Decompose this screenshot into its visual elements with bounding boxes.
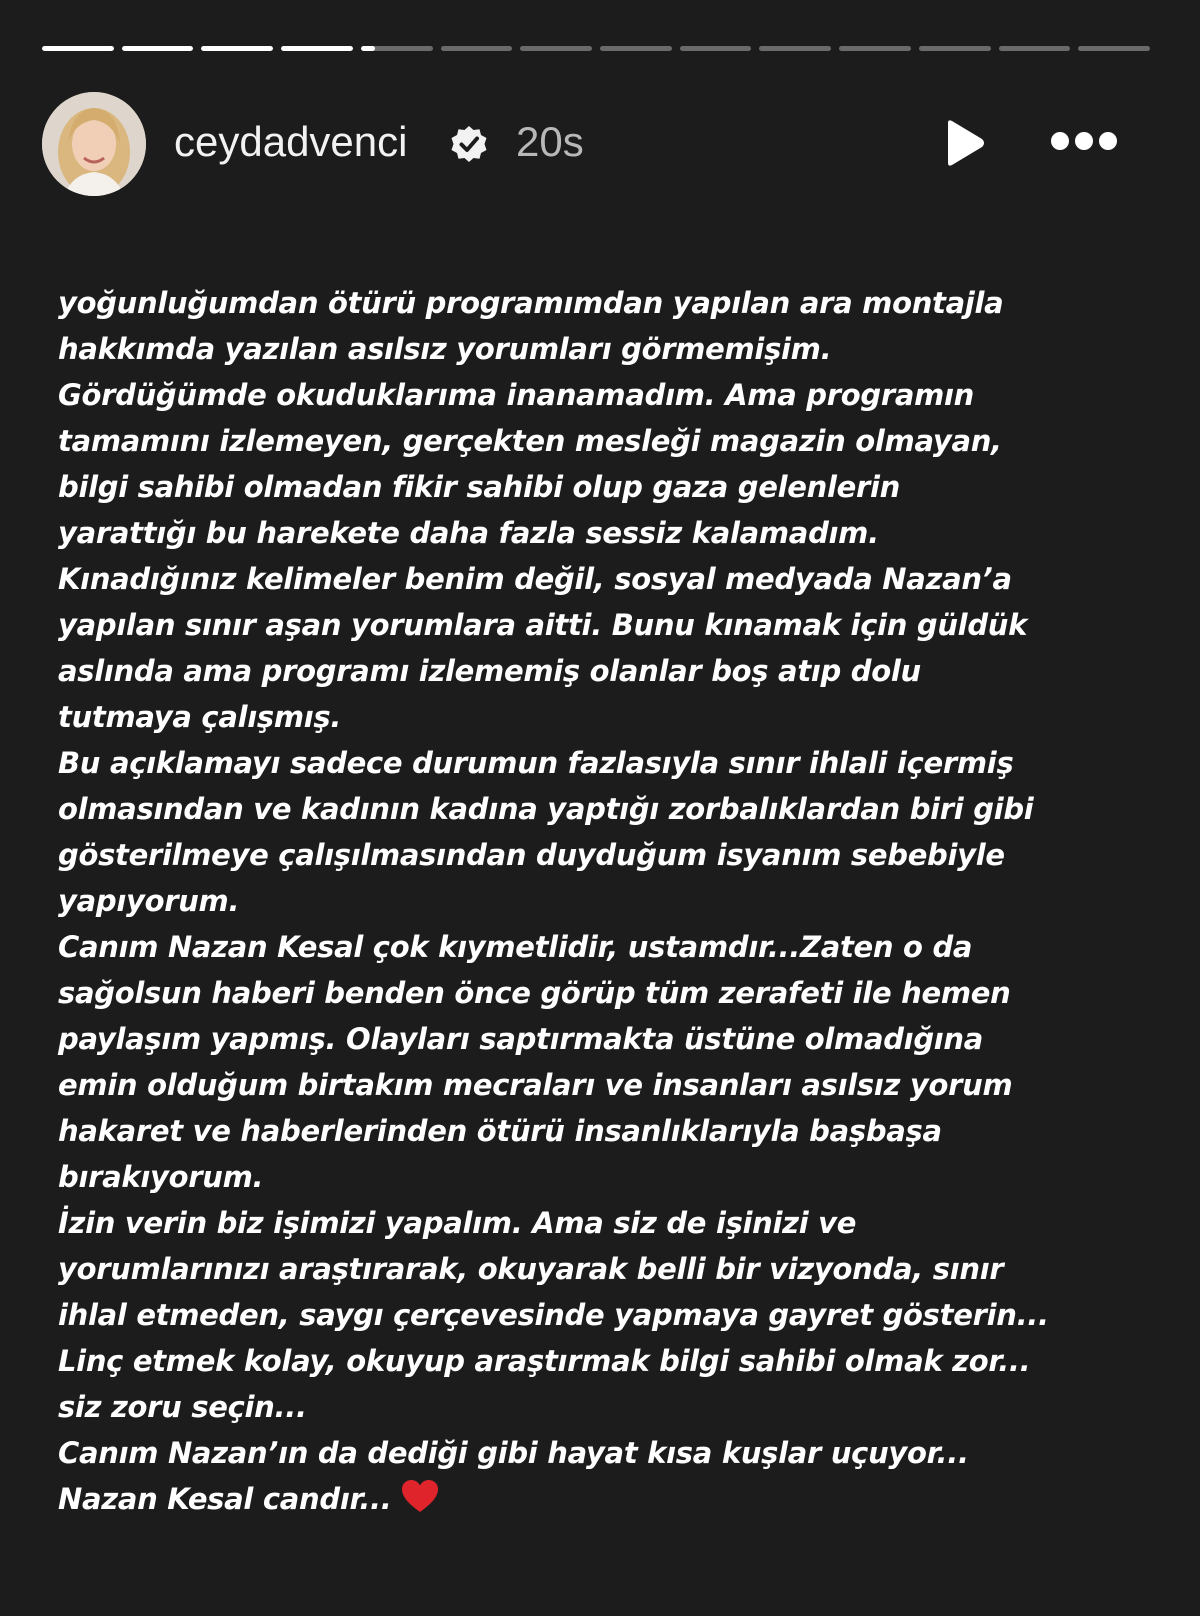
story-text: [58, 280, 1178, 1522]
username[interactable]: ceydadvenci: [174, 118, 408, 165]
progress-segment: [759, 46, 831, 51]
progress-segment: [441, 46, 513, 51]
text-line: yorumlarınızı araştırarak, okuyarak belli bir vizyonda, sınır: [58, 1252, 1004, 1286]
text-line: tutmaya çalışmış.: [58, 700, 342, 734]
progress-segment: [1078, 46, 1150, 51]
text-line: sağolsun haberi benden önce görüp tüm zerafeti ile hemen: [58, 976, 1011, 1010]
red-heart-icon: [401, 1479, 439, 1513]
text-line: Bu açıklamayı sadece durumun fazlasıyla sınır ihlali içermiş: [58, 746, 1014, 780]
progress-fill: [201, 46, 273, 51]
text-line: Canım Nazan Kesal çok kıymetlidir, ustamdır...Zaten o da: [58, 930, 973, 964]
progress-fill: [361, 46, 375, 51]
text-line: Nazan Kesal candır...: [58, 1476, 1178, 1522]
text-line: yapılan sınır aşan yorumlara aitti. Bunu kınamak için güldük: [58, 608, 1028, 642]
text-line: emin olduğum birtakım mecraları ve insanları asılsız yorum: [58, 1068, 1013, 1102]
text-line: olmasından ve kadının kadına yaptığı zorbalıklardan biri gibi: [58, 792, 1034, 826]
progress-fill: [122, 46, 194, 51]
text-line: yoğunluğumdan ötürü programımdan yapılan ara montajla: [58, 286, 1004, 320]
progress-segment: [600, 46, 672, 51]
text-line: paylaşım yapmış. Olayları saptırmakta üstüne olmadığına: [58, 1022, 984, 1056]
text-line: gösterilmeye çalışılmasından duyduğum isyanım sebebiyle: [58, 838, 1005, 872]
text-line: hakaret ve haberlerinden ötürü insanlıklarıyla başbaşa: [58, 1114, 942, 1148]
text-line: yarattığı bu harekete daha fazla sessiz kalamadım.: [58, 516, 879, 550]
progress-fill: [42, 46, 114, 51]
story-progress-bar: [42, 46, 1150, 51]
progress-segment: [122, 46, 194, 51]
progress-segment: [361, 46, 433, 51]
progress-segment: [919, 46, 991, 51]
text-line: tamamını izlemeyen, gerçekten mesleği magazin olmayan,: [58, 424, 1002, 458]
progress-segment: [520, 46, 592, 51]
text-line: bilgi sahibi olmadan fikir sahibi olup gaza gelenlerin: [58, 470, 900, 504]
text-line: siz zoru seçin...: [58, 1390, 307, 1424]
progress-fill: [281, 46, 353, 51]
progress-segment: [680, 46, 752, 51]
text-line: Linç etmek kolay, okuyup araştırmak bilgi sahibi olmak zor...: [58, 1344, 1031, 1378]
text-line: Gördüğümde okuduklarıma inanamadım. Ama programın: [58, 378, 974, 412]
text-line: Kınadığınız kelimeler benim değil, sosyal medyada Nazan’a: [58, 562, 1012, 596]
text-line: ihlal etmeden, saygı çerçevesinde yapmaya gayret gösterin...: [58, 1298, 1049, 1332]
progress-segment: [42, 46, 114, 51]
progress-segment: [839, 46, 911, 51]
progress-segment: [201, 46, 273, 51]
text-line: Canım Nazan’ın da dediği gibi hayat kısa kuşlar uçuyor...: [58, 1436, 969, 1470]
progress-segment: [281, 46, 353, 51]
verified-badge-icon: [449, 124, 489, 164]
story-header: [42, 92, 1150, 196]
play-icon[interactable]: [942, 118, 986, 168]
text-line: aslında ama programı izlememiş olanlar boş atıp dolu: [58, 654, 921, 688]
text-line: yapıyorum.: [58, 884, 240, 918]
text-line: bırakıyorum.: [58, 1160, 264, 1194]
text-line: İzin verin biz işimizi yapalım. Ama siz de işinizi ve: [58, 1206, 857, 1240]
progress-segment: [999, 46, 1071, 51]
more-horizontal-icon[interactable]: [1050, 126, 1118, 156]
profile-photo: [42, 92, 146, 196]
avatar[interactable]: [42, 92, 146, 196]
text-line: hakkımda yazılan asılsız yorumları görmemişim.: [58, 332, 832, 366]
post-time: 20s: [516, 118, 584, 165]
